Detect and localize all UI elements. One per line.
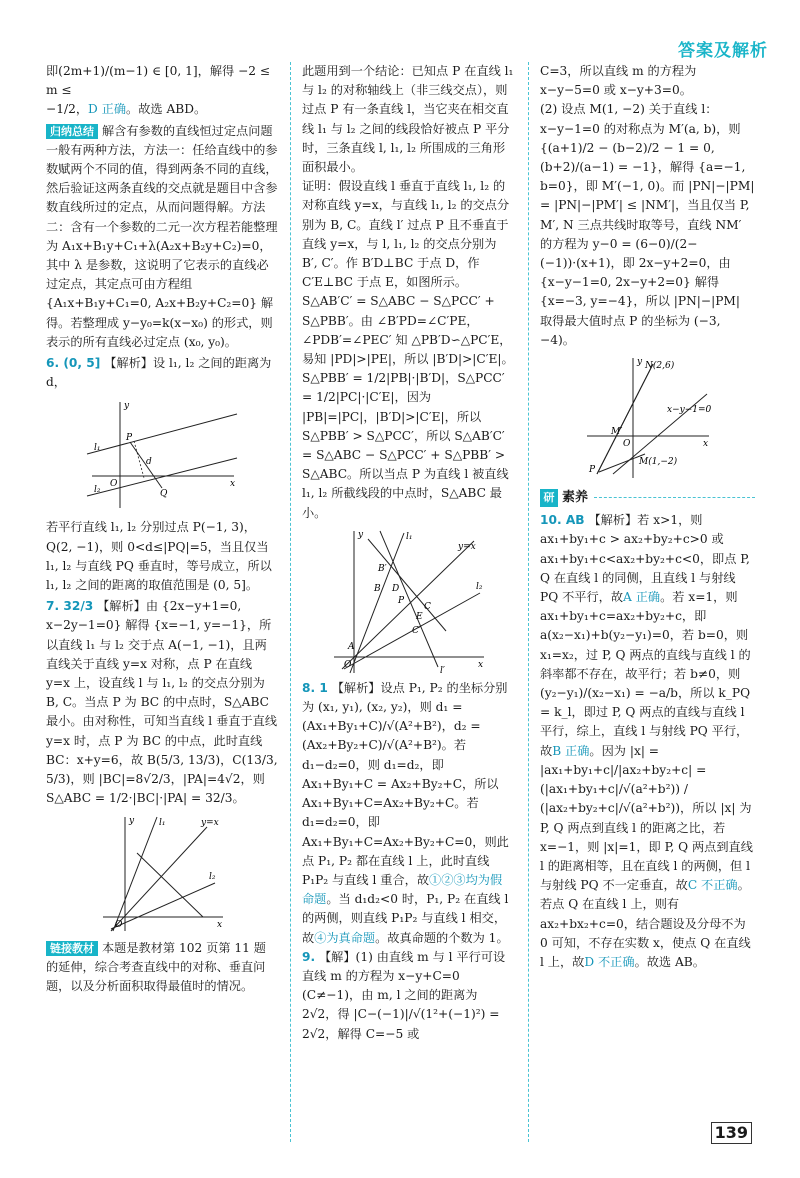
column-divider [290, 62, 291, 1142]
question-number: 10. AB [540, 513, 585, 528]
label-x: x [702, 439, 708, 450]
label-y: y [124, 401, 130, 412]
label-d: D [392, 583, 400, 594]
label-c-prime: C′ [412, 625, 421, 636]
section-icon: 研 [540, 489, 558, 507]
label-y: y [636, 357, 642, 368]
label-x: x [217, 919, 223, 930]
label-o: O [344, 659, 352, 670]
highlight: B 正确 [552, 743, 590, 758]
column-divider [528, 62, 529, 1142]
label-m: M(1,−2) [638, 457, 677, 468]
label-c: C [424, 601, 431, 612]
figure-proof [328, 527, 488, 675]
question-9: 9. 【解】(1) 由直线 m 与 l 平行可设直线 m 的方程为 x−y+C=0 (C≠−1)，由 m, l 之间的距离为 2√2，得 |C−(−1)|/√(1²+(−1)²) = 2√2，解得 C=−5 或 [302, 949, 506, 1041]
label-y: y [358, 529, 364, 540]
label-l2: l₂ [209, 871, 216, 882]
label-m-prime: M′ [610, 427, 622, 438]
text-block: 此题用到一个结论：已知点 P 在直线 l₁ 与 l₂ 的对称轴线上（非三线交点），则过点 P 有一条直线 l，当它夹在相交直线 l₁ 与 l₂ 之间的线段恰好被点 P 平分时，三条直线 l, l₁, l₂ 所围成的三角形面积最小。 [302, 64, 514, 175]
textbook-link: 链接教材 本题是教材第 102 页第 11 题的延伸，综合考查直线中的对称、垂直问题，以及分析面积取得最值时的情况。 [46, 940, 266, 993]
label-l1: l₁ [406, 531, 413, 542]
header-title: 答案及解析 [678, 41, 768, 61]
line-l1 [87, 414, 237, 454]
question-number: 8. 1 [302, 680, 328, 695]
line-l2 [111, 883, 215, 929]
question-number: 9. [302, 949, 316, 964]
label-p: P [126, 433, 133, 444]
label-line: x−y−1=0 [666, 405, 711, 416]
text-block: −1/2，D 正确。故选 ABD。 [46, 102, 207, 117]
label-x: x [478, 659, 484, 670]
figure-7 [97, 813, 227, 935]
figure-6 [82, 396, 242, 514]
text-block: (2) 设点 M(1, −2) 关于直线 l：x−y−1=0 的对称点为 M′(a, b)，则 {(a+1)/2 − (b−2)/2 − 1 = 0, (b+2)/(a−1) = −1}，解得 {a=−1, b=0}，即 M′(−1, 0)。而 |PN|−|PM| = |PN|−|PM′| ≤ |NM′|，当且仅当 P, M′, N 三点共线时取等号，直线 NM′ 的方程为 y−0 = (6−0)/(2−(−1))·(x+1)，即 2x−y+2=0，由 {x−y−1=0, 2x−y+2=0} 解得 {x=−3, y=−4}，所以 |PN|−|PM| 取得最大值时点 P 的坐标为 (−3, −4)。 [540, 102, 755, 347]
link-tag: 链接教材 [46, 941, 98, 956]
label-b: B [374, 583, 381, 594]
highlight: A 正确 [623, 590, 661, 605]
question-number: 7. 32/3 [46, 599, 94, 614]
line-l1 [113, 817, 157, 931]
label-yx: y=x [201, 817, 219, 828]
page-number: 139 [711, 1122, 752, 1144]
label-l1: l₁ [94, 443, 101, 454]
label-y: y [129, 815, 135, 826]
label-l2: l₂ [94, 485, 101, 496]
summary-tag: 归纳总结 [46, 124, 98, 139]
text-block: 即(2m+1)/(m−1) ∈ [0, 1]，解得 −2 ≤ m ≤ [46, 64, 271, 98]
question-6: 6. (0, 5] 【解析】设 l₁, l₂ 之间的距离为 d， [46, 356, 272, 390]
label-l1: l₁ [159, 817, 166, 828]
line-bc [137, 853, 203, 917]
summary-block: 归纳总结 解含有参数的直线恒过定点问题一般有两种方法，方法一：任给直线中的参数赋两个不同的值，得到两条不同的直线，然后验证这两条直线的交点就是题目中含参数直线所过的定点，从而问题得解。方法二：含有一个参数的二元一次方程若能整理为 A₁x+B₁y+C₁+λ(A₂x+B₂y+C₂)=0，其中 λ 是参数，这说明了它表示的直线必过定点，其定点可由方程组 {A₁x+B₁y+C₁=0, A₂x+B₂y+C₂=0} 解得。若整理成 y−y₀=k(x−x₀) 的形式，则表示的所有直线必过定点 (x₀, y₀)。 [46, 123, 278, 349]
label-p: P [398, 595, 405, 606]
text-block: 若平行直线 l₁, l₂ 分别过点 P(−1, 3)，Q(2, −1)，则 0<d≤|PQ|=5，当且仅当 l₁, l₂ 与直线 PQ 垂直时，等号成立，所以 l₁, l₂ 之间的距离的取值范围是 (0, 5]。 [46, 520, 272, 593]
label-n: N(2,6) [644, 361, 674, 372]
highlight: D 不正确 [584, 954, 635, 969]
label-e: E [416, 611, 423, 622]
text-block: C=3，所以直线 m 的方程为 x−y−5=0 或 x−y+3=0。 [540, 64, 697, 98]
column-right [540, 62, 755, 972]
section-label: 素养 [562, 490, 589, 506]
question-number: 6. (0, 5] [46, 356, 101, 371]
highlight: D 正确 [88, 102, 127, 117]
line-l-prime [380, 531, 438, 667]
question-7: 7. 32/3 【解析】由 {2x−y+1=0, x−2y−1=0} 解得 {x=−1, y=−1}，所以直线 l₁ 与 l₂ 交于点 A(−1, −1)，且两直线关于直线 y=x 对称，点 P 在直线 y=x 上，设直线 l 与 l₁, l₂ 的交点分别为 B, C。当点 P 为 BC 的中点时，S△ABC 最小。由对称性，可知当直线 l 垂直于直线 y=x 时，点 P 为 BC 的中点，此时直线 BC：x+y=6，故 B(5/3, 13/3)，C(13/3, 5/3)，则 |BC|=8√2/3，|PA|=4√2，则 S△ABC = 1/2·|BC|·|PA| = 32/3。 [46, 599, 278, 806]
question-8: 8. 1 【解析】设点 P₁, P₂ 的坐标分别为 (x₁, y₁), (x₂, y₂)，则 d₁ = (Ax₁+By₁+C)/√(A²+B²)，d₂ = (Ax₂+By₂+C)/√(A²+B²)。若 d₁−d₂=0，则 d₁=d₂，即 Ax₁+By₁+C = Ax₂+By₂+C，所以 Ax₁+By₁+C=Ax₂+By₂+C。若 d₁=d₂=0，即 Ax₁+By₁+C=Ax₂+By₂+C=0，则此点 P₁, P₂ 都在直线 l 上，此时直线 P₁P₂ 与直线 l 重合，故①②③均为假命题。当 d₁d₂<0 时，P₁, P₂ 在直线 l 的两侧，则直线 P₁P₂ 与直线 l 相交，故④为真命题。故真命题的个数为 1。 [302, 680, 509, 945]
label-o: O [115, 919, 123, 930]
column-left [46, 62, 278, 996]
label-yx: y=x [458, 541, 476, 552]
line-yx [342, 541, 474, 669]
label-p: P [588, 465, 595, 476]
label-o: O [110, 479, 118, 490]
label-o: O [622, 439, 630, 450]
label-a: A [348, 641, 355, 652]
label-l-prime: l′ [440, 665, 445, 675]
label-b-prime: B′ [378, 563, 387, 574]
label-l2: l₂ [476, 581, 483, 592]
text-block: 证明：假设直线 l 垂直于直线 l₁, l₂ 的对称直线 y=x，与直线 l₁, l₂ 的交点分别为 B, C。直线 l′ 过点 P 且不垂直于直线 y=x，与 l, l₁, l₂ 的交点分别为 B′, C′。作 B′D⊥BC 于点 D，作 C′E⊥BC 于点 E，如图所示。S△AB′C′ = S△ABC − S△PCC′ + S△PBB′。由 ∠B′PD=∠C′PE，∠PDB′=∠PEC′ 知 △PB′D∽△PC′E，易知 |PD|>|PE|，所以 |B′D|>|C′E|。S△PBB′ = 1/2|PB|·|B′D|，S△PCC′ = 1/2|PC|·|C′E|，因为 |PB|=|PC|，|B′D|>|C′E|，所以 S△PBB′ > S△PCC′，所以 S△AB′C′ = S△ABC − S△PCC′ + S△PBB′ > S△ABC。所以当点 P 为直线 l 被直线 l₁, l₂ 所截线段的中点时，S△ABC 最小。 [302, 179, 514, 520]
label-x: x [230, 479, 236, 490]
page-header [0, 0, 800, 60]
column-middle [302, 62, 514, 1044]
figure-9 [583, 354, 713, 482]
label-d: d [146, 457, 152, 468]
highlight: ①②③均为假命题 [302, 872, 503, 907]
highlight: ④为真命题 [314, 930, 376, 945]
section-rule [594, 497, 755, 498]
label-q: Q [160, 489, 168, 500]
line-l1 [350, 533, 404, 673]
question-10: 10. AB 【解析】若 x>1，则 ax₁+by₁+c > ax₂+by₂+c>0 或 ax₁+by₁+c<ax₂+by₂+c<0，即点 P, Q 在直线 l 的同侧，且直线 l 与射线 PQ 不平行，故A 正确。若 x=1，则 ax₁+by₁+c=ax₂+by₂+c，即 a(x₂−x₁)+b(y₂−y₁)=0，若 b=0，则 x₁=x₂，过 P, Q 两点的直线与直线 l 的斜率都不存在，故平行；若 b≠0，则 (y₂−y₁)/(x₂−x₁) = −a/b，所以 k_PQ = k_l，即过 P, Q 两点的直线与直线 l 平行，综上，直线 l 与射线 PQ 平行，故B 正确。因为 |x| = |ax₁+by₁+c|/|ax₂+by₂+c| = (|ax₁+by₁+c|/√(a²+b²)) / (|ax₂+by₂+c|/√(a²+b²))，所以 |x| 为 P, Q 两点到直线 l 的距离之比，若 x=−1，则 |x|=1，即 P, Q 两点到直线 l 的距离相等，且在直线 l 的两侧，但 l 与射线 PQ 不一定垂直，故C 不正确。若点 Q 在直线 l 上，则有 ax₂+bx₂+c=0，结合题设及分母不为 0 可知，不存在实数 x，使点 Q 在直线 l 上，故D 不正确。故选 AB。 [540, 513, 753, 969]
section-header [540, 488, 755, 507]
highlight: C 不正确 [687, 878, 738, 893]
